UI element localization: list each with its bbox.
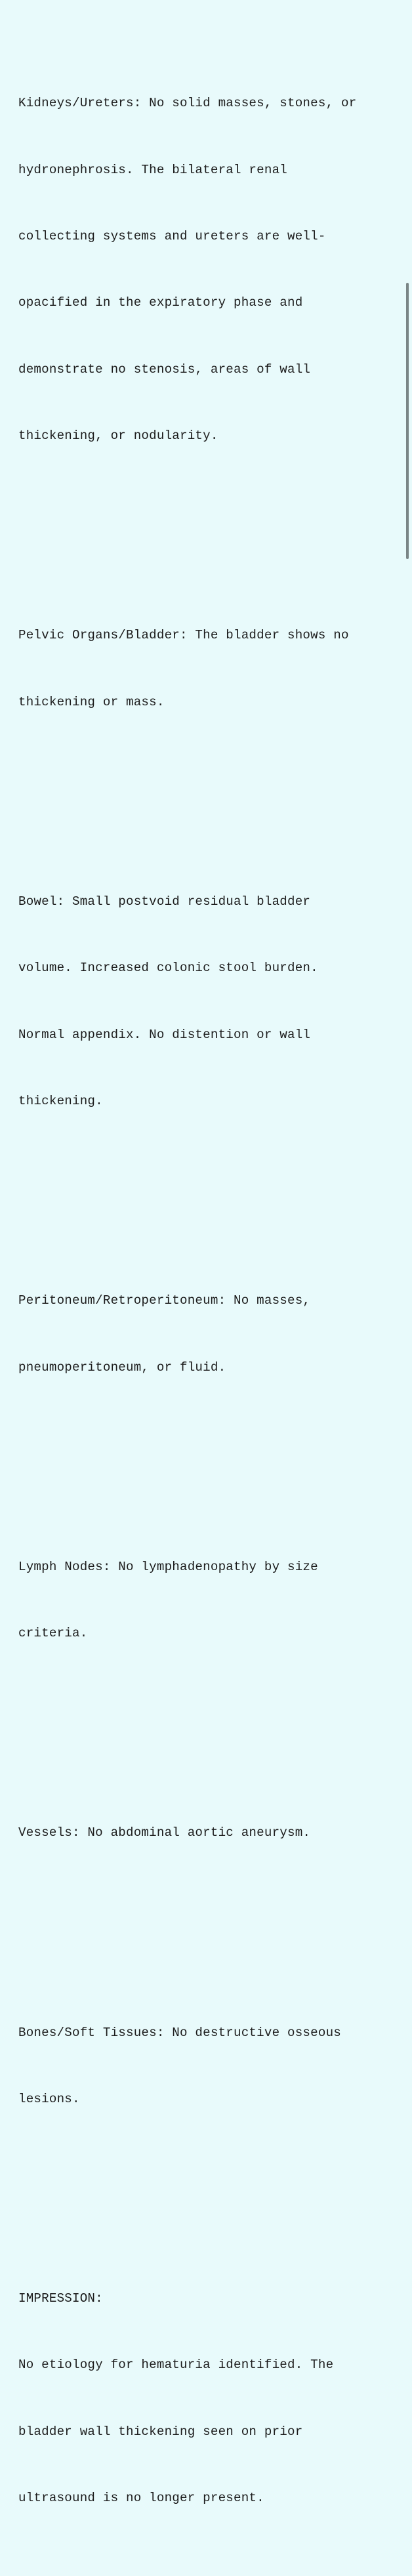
report-line: thickening. xyxy=(18,1094,103,1109)
impression-heading: IMPRESSION: xyxy=(18,2291,103,2306)
report-line: Pelvic Organs/Bladder: The bladder shows no xyxy=(18,628,349,643)
section-bowel xyxy=(18,846,399,1157)
report-line: pneumoperitoneum, or fluid. xyxy=(18,1360,226,1375)
section-kidneys-ureters xyxy=(18,49,399,492)
section-vessels xyxy=(18,1778,399,1889)
report-line: No etiology for hematuria identified. The xyxy=(18,2358,334,2373)
report-line: ultrasound is no longer present. xyxy=(18,2491,264,2506)
vertical-scrollbar-thumb[interactable] xyxy=(406,283,409,559)
radiology-report xyxy=(18,4,399,2576)
report-line: Vessels: No abdominal aortic aneurysm. xyxy=(18,1825,311,1840)
report-line: opacified in the expiratory phase and xyxy=(18,295,303,310)
report-line: demonstrate no stenosis, areas of wall xyxy=(18,362,311,377)
section-lymph-nodes xyxy=(18,1512,399,1689)
report-line: Peritoneum/Retroperitoneum: No masses, xyxy=(18,1293,311,1308)
report-line: Kidneys/Ureters: No solid masses, stones, or xyxy=(18,96,357,111)
report-line: criteria. xyxy=(18,1626,88,1641)
report-line: thickening, or nodularity. xyxy=(18,428,218,444)
report-line: Bones/Soft Tissues: No destructive osseous xyxy=(18,2025,342,2040)
report-line: thickening or mass. xyxy=(18,694,165,709)
report-line: Bowel: Small postvoid residual bladder xyxy=(18,894,311,909)
report-line: collecting systems and ureters are well- xyxy=(18,228,326,243)
report-line: volume. Increased colonic stool burden. xyxy=(18,961,318,976)
section-impression xyxy=(18,2243,399,2554)
report-line: hydronephrosis. The bilateral renal xyxy=(18,162,288,177)
report-line: Normal appendix. No distention or wall xyxy=(18,1027,311,1042)
section-peritoneum-retroperitoneum xyxy=(18,1246,399,1423)
section-pelvic-organs-bladder xyxy=(18,581,399,758)
report-line: bladder wall thickening seen on prior xyxy=(18,2424,303,2439)
section-bones-soft-tissues xyxy=(18,1978,399,2155)
report-line: Lymph Nodes: No lymphadenopathy by size xyxy=(18,1559,318,1574)
report-line: lesions. xyxy=(18,2091,80,2106)
